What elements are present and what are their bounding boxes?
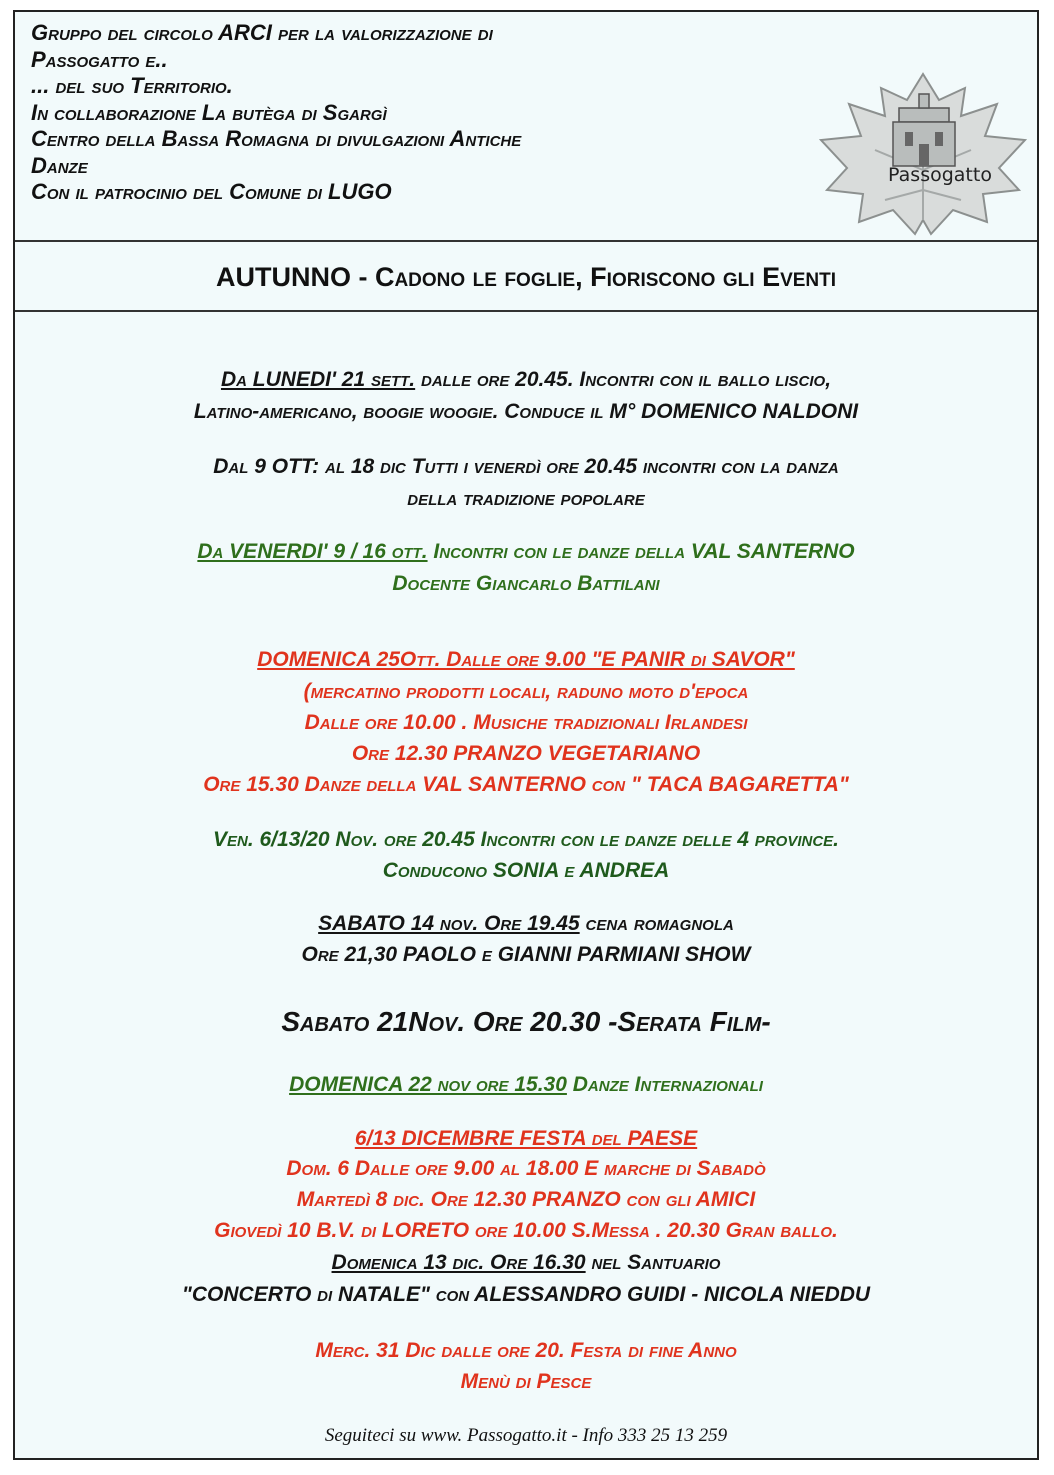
event-line: (mercatino prodotti locali, raduno moto d'epoca [303,680,749,703]
event-date: DOMENICA 22 nov ore 15.30 [289,1073,567,1096]
event-date: Da LUNEDI' 21 sett. [220,368,416,391]
event-date: DOMENICA 25Ott. Dalle ore 9.00 "E PANIR di SAVOR" [257,648,795,671]
event-line: Dom. 6 Dalle ore 9.00 al 18.00 E marche di Sabadò [286,1157,766,1180]
logo-label: Passogatto [888,164,992,186]
event-date: SABATO 14 nov. Ore 19.45 [318,912,580,935]
event-text: nel Santuario [585,1251,721,1274]
organizer-line: Gruppo del circolo ARCI per la valorizzazione di [31,20,493,45]
event-line [15,540,1037,564]
event-line: della tradizione popolare [407,487,645,510]
event-line: Martedì 8 dic. Ore 12.30 PRANZO con gli AMICI [296,1188,756,1211]
event-line [15,1251,1037,1275]
event-line: Menù di Pesce [460,1370,592,1393]
event-line [15,1073,1037,1097]
event-date: 6/13 DICEMBRE FESTA del PAESE [354,1127,698,1150]
organizer-line: Con il patrocinio del Comune di LUGO [31,179,392,204]
event-line: Ore 12.30 PRANZO VEGETARIANO [351,742,701,765]
event-line: Dal 9 OTT: al 18 dic Tutti i venerdì ore 20.45 incontri con la danza [213,455,839,478]
event-line: Merc. 31 Dic dalle ore 20. Festa di fine Anno [315,1339,737,1362]
footer-contact: Seguiteci su www. Passogatto.it - Info 333 25 13 259 [324,1425,728,1446]
organizer-line: Centro della Bassa Romagna di divulgazioni Antiche [31,126,522,151]
organizer-line: Danze [31,152,88,178]
event-date: Da VENERDI' 9 / 16 ott. [197,540,428,563]
event-text: Danze Internazionali [566,1073,763,1096]
event-line: Conducono SONIA e ANDREA [382,859,670,882]
events-list [15,312,1037,1452]
event-line: Sabato 21Nov. Ore 20.30 -Serata Film- [281,1006,771,1037]
event-line: "CONCERTO di NATALE" con ALESSANDRO GUIDI - NICOLA NIEDDU [181,1283,871,1306]
poster-sheet [13,10,1039,1460]
event-line [15,368,1037,392]
event-text: Incontri con le danze della VAL SANTERNO [427,540,855,563]
event-text: dalle ore 20.45. Incontri con il ballo liscio, [415,368,832,391]
event-line: Ore 21,30 PAOLO e GIANNI PARMIANI SHOW [301,943,751,966]
leaf-with-church-icon [815,70,1031,236]
event-line: Ven. 6/13/20 Nov. ore 20.45 Incontri con le danze delle 4 province. [212,828,839,851]
event-line: Docente Giancarlo Battilani [392,572,660,595]
event-line [15,1127,1037,1151]
organizer-line: ... del suo Territorio. [31,73,233,98]
organizer-block [31,20,801,206]
event-line: Giovedì 10 B.V. di LORETO ore 10.00 S.Messa . 20.30 Gran ballo. [214,1219,838,1242]
event-line [15,912,1037,936]
event-text: cena romagnola [579,912,734,935]
event-line: Ore 15.30 Danze della VAL SANTERNO con " TACA BAGARETTA" [203,773,849,796]
event-line: Dalle ore 10.00 . Musiche tradizionali Irlandesi [304,711,748,734]
organizer-line: Passogatto e.. [31,46,168,72]
event-line [15,648,1037,672]
page-title: AUTUNNO - Cadono le foglie, Fioriscono gli Eventi [215,262,837,292]
event-line: Latino-americano, boogie woogie. Conduce il M° DOMENICO NALDONI [193,400,859,423]
event-date: Domenica 13 dic. Ore 16.30 [331,1251,586,1274]
poster-header [15,12,1037,242]
organizer-line: In collaborazione La butèga di Sgargì [31,99,387,125]
title-band [15,240,1037,312]
